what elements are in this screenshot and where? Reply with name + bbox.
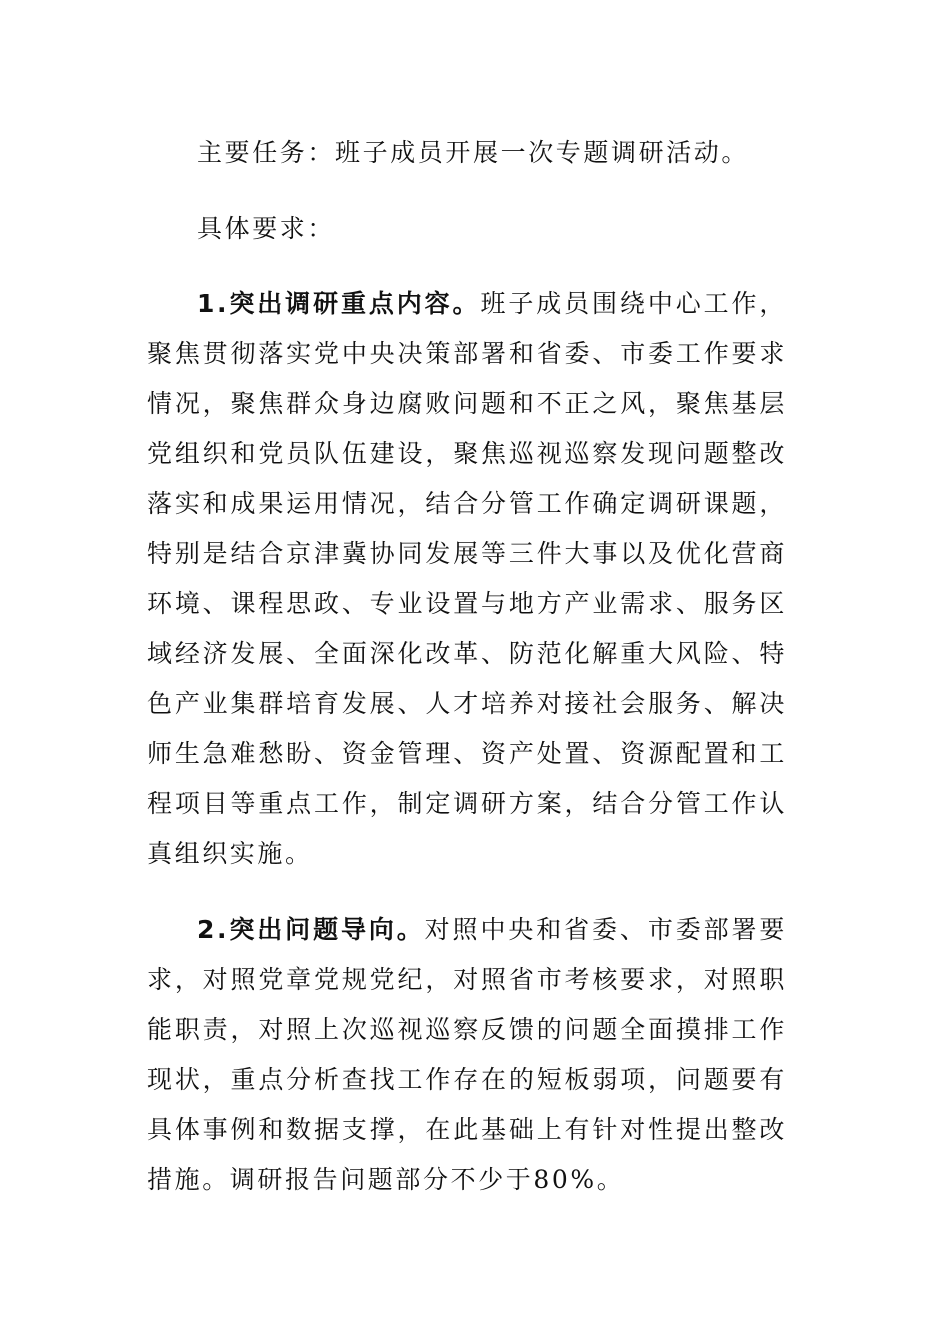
requirement-item-2	[147, 905, 787, 1205]
requirement-item-1-body: 班子成员围绕中心工作，聚焦贯彻落实党中央决策部署和省委、市委工作要求情况，聚焦群众身边腐败问题和不正之风，聚焦基层党组织和党员队伍建设，聚焦巡视巡察发现问题整改落实和成果运用情况，结合分管工作确定调研课题，特别是结合京津冀协同发展等三件大事以及优化营商环境、课程思政、专业设置与地方产业需求、服务区域经济发展、全面深化改革、防范化解重大风险、特色产业集群培育发展、人才培养对接社会服务、解决师生急难愁盼、资金管理、资产处置、资源配置和工程项目等重点工作，制定调研方案，结合分管工作认真组织实施。	[147, 289, 787, 868]
main-task-paragraph: 主要任务：班子成员开展一次专题调研活动。	[197, 138, 750, 167]
requirement-item-1-lead: 1.突出调研重点内容。	[197, 289, 481, 318]
document-page	[147, 128, 787, 1205]
requirements-heading: 具体要求：	[197, 214, 336, 243]
requirement-item-2-body: 对照中央和省委、市委部署要求，对照党章党规党纪，对照省市考核要求，对照职能职责，对照上次巡视巡察反馈的问题全面摸排工作现状，重点分析查找工作存在的短板弱项，问题要有具体事例和数据支撑，在此基础上有针对性提出整改措施。调研报告问题部分不少于80%。	[147, 915, 787, 1194]
requirement-item-2-lead: 2.突出问题导向。	[197, 915, 425, 944]
requirement-item-1	[147, 279, 787, 879]
